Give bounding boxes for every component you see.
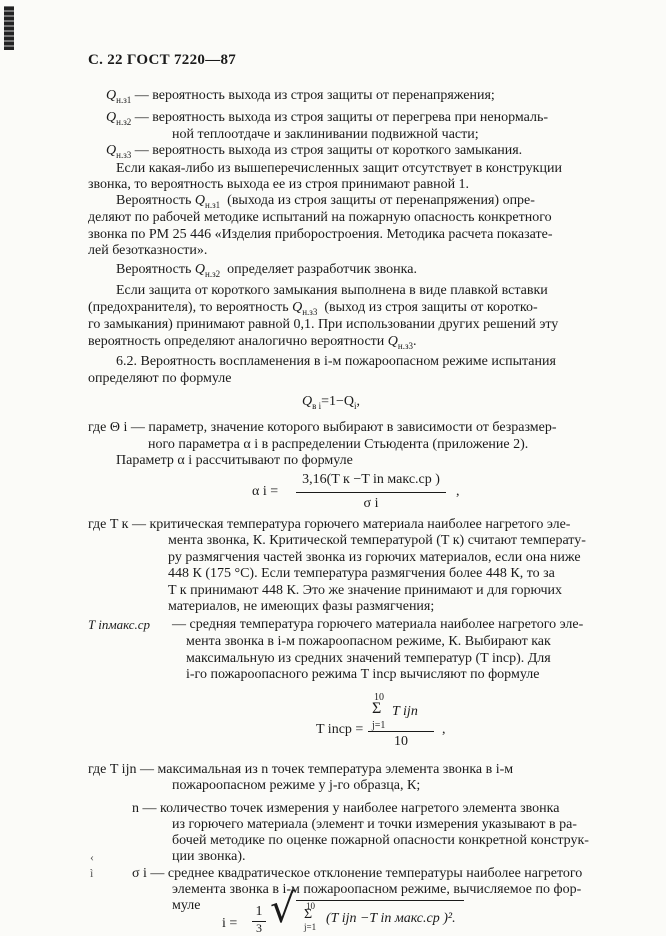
formula-sigma-sigma: Σ bbox=[304, 907, 313, 922]
formula-tincp-bottom: j=1 bbox=[372, 720, 386, 731]
formula-alpha-tail: , bbox=[456, 484, 460, 499]
where6-line3: муле bbox=[172, 898, 201, 913]
def-qnz1: $Q_{н.з1}$ — вероятность выхода из строя защиты от перенапряжения; bbox=[106, 88, 495, 105]
where1-line1: где Θ i — параметр, значение которого выбирают в зависимости от безразмер- bbox=[88, 420, 557, 435]
formula-tincp-sigma: Σ bbox=[372, 700, 382, 717]
formula-tincp-tail: , bbox=[442, 722, 446, 737]
para4-line1: Если защита от короткого замыкания выполнена в виде плавкой вставки bbox=[116, 283, 548, 298]
para2-line4: лей безотказности». bbox=[88, 243, 208, 258]
def-qnz2-cont: ной теплоотдаче и заклинивании подвижной части; bbox=[172, 127, 479, 142]
where6-line1: σ i — среднее квадратическое отклонение температуры наиболее нагретого bbox=[132, 866, 583, 881]
where3-line1: — средняя температура горючего материала наиболее нагретого эле- bbox=[172, 617, 584, 632]
para1-line2: звонка, то вероятность выхода ее из строя принимают равной 1. bbox=[88, 177, 470, 192]
formula-sigma-bottom: j=1 bbox=[304, 922, 317, 932]
margin-mark-2: ì bbox=[90, 866, 94, 880]
def-qnz2: $Q_{н.з2}$ — вероятность выхода из строя защиты от перегрева при ненормаль- bbox=[106, 110, 549, 127]
para4-line4: вероятность определяют аналогично вероятности $Q_{н.з3}$. bbox=[88, 334, 417, 351]
para3: Вероятность $Q_{н.з2}$ определяет разработчик звонка. bbox=[116, 262, 417, 279]
formula-sigma-num: 1 bbox=[255, 904, 263, 919]
formula-sigma-term: (T ijn −T in макс.ср )². bbox=[326, 911, 456, 926]
where4-line1: где T ijn — максимальная из n точек температура элемента звонка в i-м bbox=[88, 762, 514, 777]
formula-tincp-bar bbox=[368, 731, 434, 732]
formula-tincp-den: 10 bbox=[394, 734, 408, 749]
where3-line3: максимальную из средних значений температур (T inср). Для bbox=[186, 651, 551, 666]
margin-mark-1: ‹ bbox=[90, 850, 94, 864]
para2-line1: Вероятность $Q_{н.з1}$ (выхода из строя защиты от перенапряжения) опре- bbox=[116, 193, 535, 210]
formula-alpha-den: σ i bbox=[363, 496, 379, 511]
formula-tincp-term: T ijn bbox=[392, 704, 418, 719]
def-qnz3: $Q_{н.з3}$ — вероятность выхода из строя защиты от короткого замыкания. bbox=[106, 143, 523, 160]
para5-line1: 6.2. Вероятность воспламенения в i-м пожароопасном режиме испытания bbox=[116, 354, 556, 369]
formula-tincp-top: 10 bbox=[374, 692, 384, 703]
where4-line2: пожароопасном режиме у j-го образца, К; bbox=[172, 778, 421, 793]
where5-line1: n — количество точек измерения у наиболее нагретого элемента звонка bbox=[132, 801, 560, 816]
formula-sigma-sqrt-bar bbox=[296, 900, 464, 901]
sqrt-icon: √ bbox=[270, 886, 296, 932]
where3-symbol: T inмакс.ср bbox=[88, 617, 151, 632]
where5-line3: бочей методике по оценке пожарной опасности конкретной конструк- bbox=[172, 833, 589, 848]
where2-line6: материалов, не имеющих фазы размягчения; bbox=[168, 599, 435, 614]
where2-line2: мента звонка, К. Критической температурой (T к) считают температу- bbox=[168, 533, 586, 548]
where5-line4: ции звонка). bbox=[172, 849, 246, 864]
para2-line3: звонка по РМ 25 446 «Изделия приборостроения. Методика расчета показате- bbox=[88, 227, 553, 242]
formula-sigma-top: 10 bbox=[306, 901, 315, 911]
para6: Параметр α i рассчитывают по формуле bbox=[116, 453, 353, 468]
where2-line5: T к принимают 448 К. Это же значение принимают и для горючих bbox=[168, 583, 563, 598]
formula-alpha-lhs: α i = bbox=[252, 484, 279, 499]
para2-line2: деляют по рабочей методике испытаний на пожарную опасность конкретного bbox=[88, 210, 552, 225]
scan-edge-stamp bbox=[4, 6, 14, 50]
where2-line4: 448 К (175 °С). Если температура размягчения более 448 К, то за bbox=[168, 566, 555, 581]
formula-alpha-num: 3,16(T к −T in макс.ср ) bbox=[302, 472, 440, 487]
where2-line1: где T к — критическая температура горючего материала наиболее нагретого эле- bbox=[88, 517, 571, 532]
page-header: С. 22 ГОСТ 7220—87 bbox=[88, 52, 237, 68]
para5-line2: определяют по формуле bbox=[88, 371, 232, 386]
where1-line2: ного параметра α i в распределении Стьюдента (приложение 2). bbox=[148, 437, 529, 452]
where3-line2: мента звонка в i-м пожароопасном режиме, К. Выбирают как bbox=[186, 634, 551, 649]
formula-alpha-bar bbox=[296, 492, 446, 493]
formula-sigma-den: 3 bbox=[256, 921, 262, 935]
formula-q-vi: $Q_{в i}=1-Q_i$, bbox=[302, 394, 361, 411]
para4-line2: (предохранителя), то вероятность $Q_{н.з3}$ (выход из строя защиты от коротко- bbox=[88, 300, 538, 317]
para1-line1: Если какая-либо из вышеперечисленных защит отсутствует в конструкции bbox=[116, 161, 562, 176]
where2-line3: ру размягчения частей звонка из горючих материалов, если она ниже bbox=[168, 550, 581, 565]
formula-tincp-lhs: T inср = bbox=[316, 722, 364, 737]
formula-sigma-lhs: i = bbox=[222, 916, 238, 931]
where3-line4: i-го пожароопасного режима T inср вычисляют по формуле bbox=[186, 667, 540, 682]
where6-line2: элемента звонка в i-м пожароопасном режиме, вычисляемое по фор- bbox=[172, 882, 582, 897]
para4-line3: го замыкания) принимают равной 0,1. При использовании других решений эту bbox=[88, 317, 559, 332]
where5-line2: из горючего материала (элемент и точки измерения указывают в ра- bbox=[172, 817, 577, 832]
